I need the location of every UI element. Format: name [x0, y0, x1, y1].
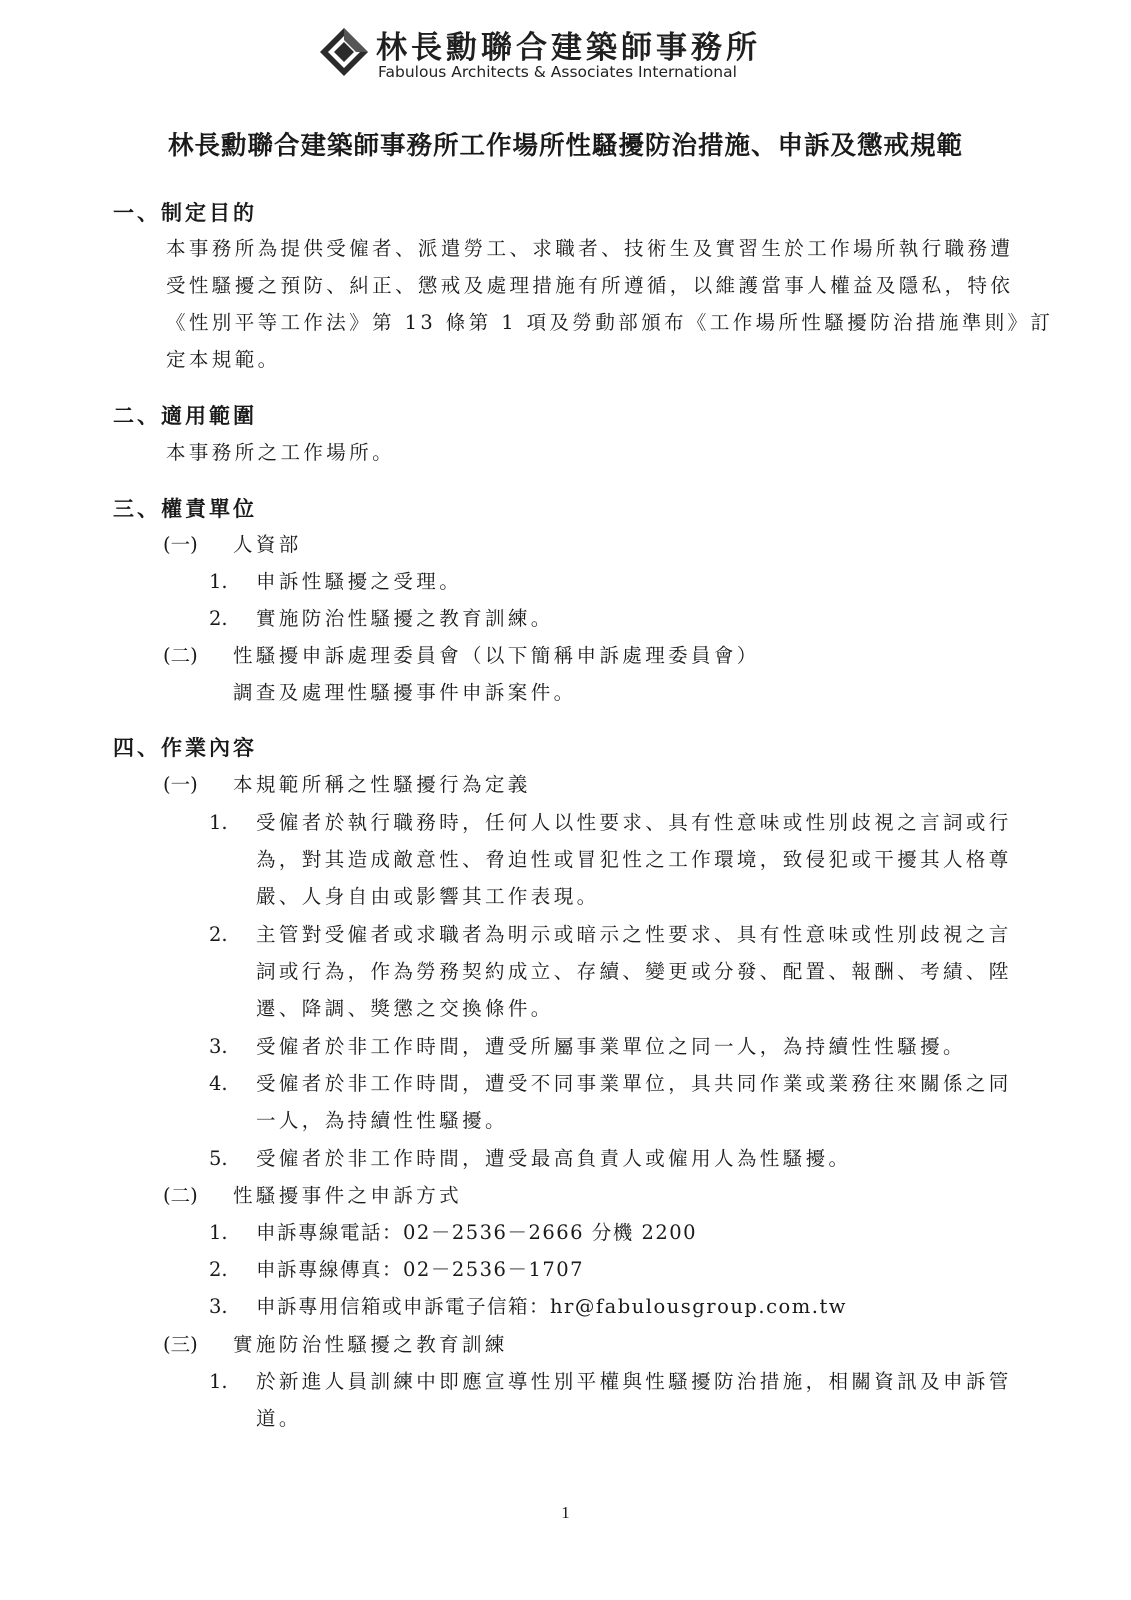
firm-name-zh: 林長勳聯合建築師事務所 [376, 30, 761, 66]
document-title: 林長勳聯合建築師事務所工作場所性騷擾防治措施、申訴及懲戒規範 [167, 131, 963, 161]
subsection-title: 性騷擾事件之申訴方式 [233, 1184, 463, 1207]
complaint-email: 申訴專用信箱或申訴電子信箱：hr@fabulousgroup.com.tw [256, 1295, 847, 1318]
complaint-phone: 申訴專線電話：02－2536－2666 分機 2200 [256, 1221, 698, 1244]
subsection-label: (一) [163, 533, 198, 556]
subsection-label: (三) [163, 1333, 198, 1356]
complaint-fax: 申訴專線傳真：02－2536－1707 [256, 1258, 585, 1281]
list-item-line: 道。 [256, 1407, 302, 1430]
subsection-title: 本規範所稱之性騷擾行為定義 [233, 773, 531, 796]
item-number: 2. [209, 607, 228, 630]
item-number: 2. [209, 1258, 228, 1281]
list-item-line: 一人，為持續性性騷擾。 [256, 1109, 508, 1132]
subsection-title: 性騷擾申訴處理委員會（以下簡稱申訴處理委員會） [233, 644, 760, 667]
paragraph-line: 《性別平等工作法》第 13 條第 1 項及勞動部頒布《工作場所性騷擾防治措施準則》訂 [166, 311, 1054, 334]
subsection-label: (一) [163, 773, 198, 796]
paragraph-line: 定本規範。 [166, 348, 281, 371]
item-number: 1. [209, 570, 228, 593]
item-number: 2. [209, 923, 228, 946]
list-item-line: 受僱者於執行職務時，任何人以性要求、具有性意味或性別歧視之言詞或行 [256, 811, 1012, 834]
list-item-line: 受僱者於非工作時間，遭受所屬事業單位之同一人，為持續性性騷擾。 [256, 1035, 966, 1058]
section-heading-purpose: 一、制定目的 [113, 200, 257, 225]
subsection-title: 人資部 [233, 533, 302, 556]
diamond-logo-icon [318, 26, 370, 78]
list-item-line: 於新進人員訓練中即應宣導性別平權與性騷擾防治措施，相關資訊及申訴管 [256, 1370, 1012, 1393]
letterhead [318, 20, 798, 84]
list-item-line: 遷、降調、獎懲之交換條件。 [256, 997, 554, 1020]
item-number: 3. [209, 1295, 228, 1318]
page-number: 1 [561, 1503, 570, 1522]
item-number: 3. [209, 1035, 228, 1058]
list-item-line: 受僱者於非工作時間，遭受最高負責人或僱用人為性騷擾。 [256, 1147, 852, 1170]
item-number: 5. [209, 1147, 228, 1170]
item-number: 1. [209, 811, 228, 834]
list-item-line: 詞或行為，作為勞務契約成立、存續、變更或分發、配置、報酬、考績、陞 [256, 960, 1012, 983]
list-item-line: 受僱者於非工作時間，遭受不同事業單位，具共同作業或業務往來關係之同 [256, 1072, 1012, 1095]
item-number: 1. [209, 1221, 228, 1244]
section-heading-responsibility: 三、權責單位 [113, 496, 257, 521]
section-heading-scope: 二、適用範圍 [113, 403, 257, 428]
list-item-line: 主管對受僱者或求職者為明示或暗示之性要求、具有性意味或性別歧視之言 [256, 923, 1012, 946]
paragraph-line: 本事務所為提供受僱者、派遣勞工、求職者、技術生及實習生於工作場所執行職務遭 [166, 237, 1014, 260]
item-number: 1. [209, 1370, 228, 1393]
paragraph-line: 受性騷擾之預防、糾正、懲戒及處理措施有所遵循，以維護當事人權益及隱私，特依 [166, 274, 1014, 297]
item-number: 4. [209, 1072, 228, 1095]
list-item: 申訴性騷擾之受理。 [256, 570, 463, 593]
subsection-label: (二) [163, 1184, 198, 1207]
list-item: 實施防治性騷擾之教育訓練。 [256, 607, 554, 630]
firm-name-en: Fabulous Architects & Associates International [378, 63, 737, 81]
subsection-title: 實施防治性騷擾之教育訓練 [233, 1333, 508, 1356]
list-item-line: 嚴、人身自由或影響其工作表現。 [256, 885, 600, 908]
paragraph-line: 調查及處理性騷擾事件申訴案件。 [233, 681, 577, 704]
list-item-line: 為，對其造成敵意性、脅迫性或冒犯性之工作環境，致侵犯或干擾其人格尊 [256, 848, 1012, 871]
section-heading-operations: 四、作業內容 [113, 735, 257, 760]
paragraph-line: 本事務所之工作場所。 [166, 441, 396, 464]
subsection-label: (二) [163, 644, 198, 667]
